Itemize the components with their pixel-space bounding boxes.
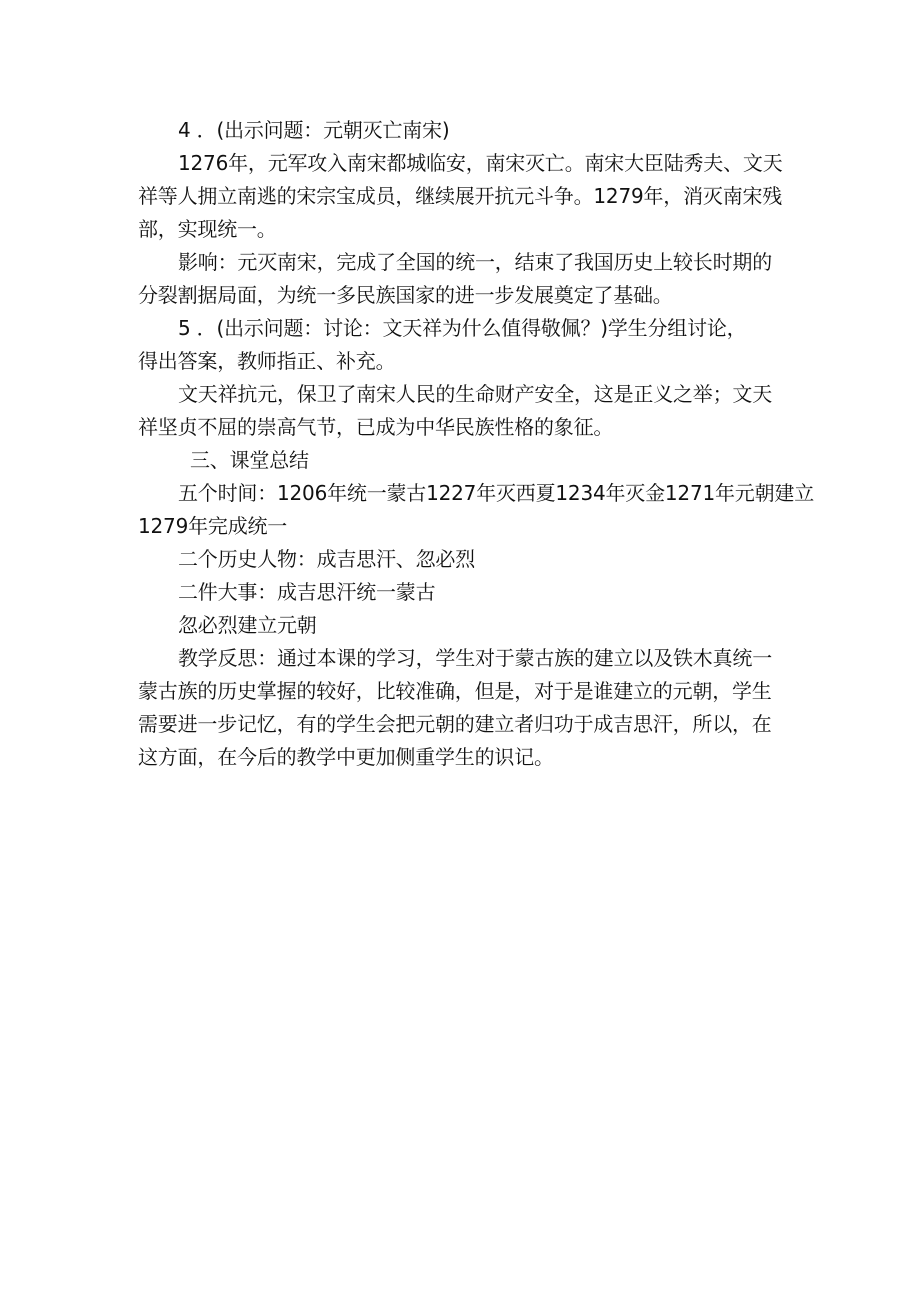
paragraph-line: 部，实现统一。 bbox=[138, 217, 277, 241]
paragraph-line: 1279年完成统一 bbox=[138, 514, 288, 538]
question-5-heading: 5 ．(出示问题：讨论：文天祥为什么值得敬佩？)学生分组讨论， bbox=[178, 316, 747, 340]
paragraph-line: 蒙古族的历史掌握的较好，比较准确，但是，对于是谁建立的元朝，学生 bbox=[138, 679, 772, 703]
paragraph-line: 五个时间：1206年统一蒙古1227年灭西夏1234年灭金1271年元朝建立 bbox=[178, 481, 814, 505]
paragraph-line: 1276年，元军攻入南宋都城临安，南宋灭亡。南宋大臣陆秀夫、文天 bbox=[178, 151, 783, 175]
paragraph-line: 二个历史人物：成吉思汗、忽必烈 bbox=[178, 547, 475, 571]
paragraph-line: 这方面，在今后的教学中更加侧重学生的识记。 bbox=[138, 745, 554, 769]
paragraph-line: 需要进一步记忆，有的学生会把元朝的建立者归功于成吉思汗，所以，在 bbox=[138, 712, 772, 736]
paragraph-line: 祥等人拥立南逃的宋宗宝成员，继续展开抗元斗争。1279年，消灭南宋残 bbox=[138, 184, 783, 208]
paragraph-line: 教学反思：通过本课的学习，学生对于蒙古族的建立以及铁木真统一 bbox=[178, 646, 772, 670]
paragraph-line: 影响：元灭南宋，完成了全国的统一，结束了我国历史上较长时期的 bbox=[178, 250, 772, 274]
question-4-heading: 4 ．(出示问题：元朝灭亡南宋) bbox=[178, 118, 450, 142]
paragraph-line: 二件大事：成吉思汗统一蒙古 bbox=[178, 580, 436, 604]
document-body bbox=[138, 114, 814, 774]
paragraph-line: 得出答案，教师指正、补充。 bbox=[138, 349, 396, 373]
paragraph-line: 忽必烈建立元朝 bbox=[178, 613, 317, 637]
section-heading: 三、课堂总结 bbox=[190, 448, 309, 472]
paragraph-line: 分裂割据局面，为统一多民族国家的进一步发展奠定了基础。 bbox=[138, 283, 673, 307]
paragraph-line: 祥坚贞不屈的崇高气节，已成为中华民族性格的象征。 bbox=[138, 415, 614, 439]
paragraph-line: 文天祥抗元，保卫了南宋人民的生命财产安全，这是正义之举；文天 bbox=[178, 382, 772, 406]
